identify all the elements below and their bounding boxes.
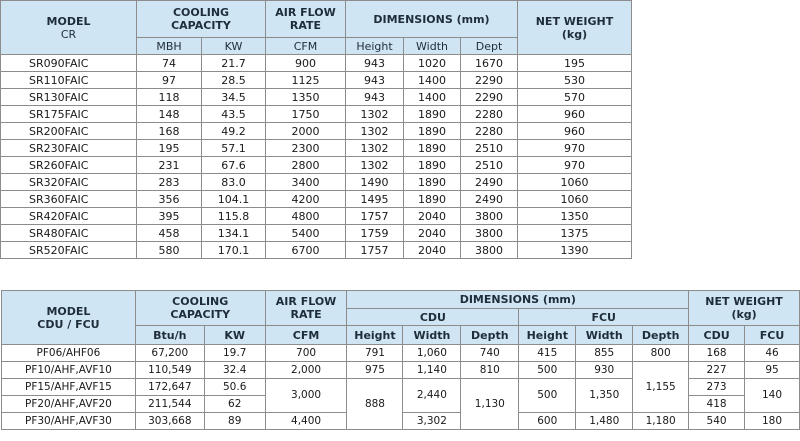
- table-cell: 1375: [518, 225, 632, 242]
- model-cell: SR420FAIC: [1, 208, 137, 225]
- table-cell: 1890: [404, 174, 461, 191]
- table-cell: 1490: [346, 174, 404, 191]
- table-cell: 74: [137, 55, 202, 72]
- table-cell: 740: [461, 345, 519, 362]
- table-cell: 2040: [404, 225, 461, 242]
- unit2-cdu-width: Width: [403, 326, 461, 345]
- table-row: [1, 55, 632, 72]
- table-cell: 231: [137, 157, 202, 174]
- table-row: [1, 242, 632, 259]
- table-cell: 975: [347, 362, 403, 379]
- header2-cdu: CDU: [347, 309, 519, 326]
- table-cell: 1,180: [633, 413, 689, 430]
- table-cell: PF06/AHF06: [2, 345, 136, 362]
- table-cell: PF10/AHF,AVF10: [2, 362, 136, 379]
- table-cell: 5400: [266, 225, 346, 242]
- table-cell: 195: [518, 55, 632, 72]
- model-cell: SR230FAIC: [1, 140, 137, 157]
- table-cell: 1495: [346, 191, 404, 208]
- model-cell: SR260FAIC: [1, 157, 137, 174]
- unit2-fcu-depth: Depth: [633, 326, 689, 345]
- table-cell: 356: [137, 191, 202, 208]
- table-cell: 2280: [461, 123, 518, 140]
- unit-width: Width: [404, 38, 461, 55]
- table-cell: 3800: [461, 225, 518, 242]
- table-cell: 1302: [346, 157, 404, 174]
- table-cell: 89: [204, 413, 265, 430]
- table-cell: 800: [633, 345, 689, 362]
- table-cell: 168: [137, 123, 202, 140]
- table-row: [1, 140, 632, 157]
- table-cell: 273: [689, 379, 745, 396]
- model-cell: SR090FAIC: [1, 55, 137, 72]
- table-cell: 168: [689, 345, 745, 362]
- unit2-cfm: CFM: [265, 326, 347, 345]
- table-cell: 1890: [404, 106, 461, 123]
- table-cell: 83.0: [202, 174, 266, 191]
- table-cell: 1759: [346, 225, 404, 242]
- table-cell: PF30/AHF,AVF30: [2, 413, 136, 430]
- specs-table-cdu-fcu: [1, 290, 800, 430]
- table-cell: 1400: [404, 89, 461, 106]
- model-cell: SR480FAIC: [1, 225, 137, 242]
- table-cell: 104.1: [202, 191, 266, 208]
- table-cell: 211,544: [135, 396, 204, 413]
- unit2-weight-cdu: CDU: [689, 326, 745, 345]
- table-cell: 118: [137, 89, 202, 106]
- table-cell: 32.4: [204, 362, 265, 379]
- table-cell: 1350: [266, 89, 346, 106]
- model-cell: SR320FAIC: [1, 174, 137, 191]
- table-cell: 2040: [404, 242, 461, 259]
- table-cell: 2800: [266, 157, 346, 174]
- unit-height: Height: [346, 38, 404, 55]
- table-cell: 134.1: [202, 225, 266, 242]
- unit2-fcu-width: Width: [576, 326, 633, 345]
- table-cell: 1060: [518, 174, 632, 191]
- table-cell: 960: [518, 106, 632, 123]
- table-cell: 943: [346, 89, 404, 106]
- table-cell: 19.7: [204, 345, 265, 362]
- table-row: [1, 89, 632, 106]
- table-cell: 2290: [461, 72, 518, 89]
- table-row: [1, 174, 632, 191]
- table-cell: 943: [346, 55, 404, 72]
- table-row: [1, 191, 632, 208]
- table-cell: 1890: [404, 157, 461, 174]
- table-row: [1, 225, 632, 242]
- unit2-fcu-height: Height: [519, 326, 576, 345]
- table-cell: 1757: [346, 242, 404, 259]
- header-net-weight: NET WEIGHT (kg): [518, 1, 632, 55]
- unit2-kw: KW: [204, 326, 265, 345]
- table-cell: PF15/AHF,AVF15: [2, 379, 136, 396]
- table-cell-merged: 140: [745, 379, 800, 413]
- table-cell: 170.1: [202, 242, 266, 259]
- table-cell: 1302: [346, 123, 404, 140]
- table-cell: 1,060: [403, 345, 461, 362]
- header2-model: MODEL CDU / FCU: [2, 291, 136, 345]
- table-cell: 97: [137, 72, 202, 89]
- table-cell: 855: [576, 345, 633, 362]
- unit-mbh: MBH: [137, 38, 202, 55]
- model-cell: SR175FAIC: [1, 106, 137, 123]
- table-cell: 1390: [518, 242, 632, 259]
- model-cell: SR200FAIC: [1, 123, 137, 140]
- table-cell: 46: [745, 345, 800, 362]
- table-cell: 28.5: [202, 72, 266, 89]
- table-cell: 172,647: [135, 379, 204, 396]
- unit-depth: Dept: [461, 38, 518, 55]
- table-cell: 283: [137, 174, 202, 191]
- table-cell: 303,668: [135, 413, 204, 430]
- table-cell: 570: [518, 89, 632, 106]
- table-row: [1, 157, 632, 174]
- table-row: [1, 72, 632, 89]
- header-model-sub: CR: [60, 27, 77, 41]
- table-cell: 1750: [266, 106, 346, 123]
- table-cell: 57.1: [202, 140, 266, 157]
- unit2-cdu-height: Height: [347, 326, 403, 345]
- table-cell: 67.6: [202, 157, 266, 174]
- table-cell: 500: [519, 362, 576, 379]
- specs-table-cdu-fcu-body: [2, 345, 800, 430]
- model-cell: SR110FAIC: [1, 72, 137, 89]
- table-cell: 943: [346, 72, 404, 89]
- table-cell: 115.8: [202, 208, 266, 225]
- table-cell: 49.2: [202, 123, 266, 140]
- table-cell: 540: [689, 413, 745, 430]
- table-cell: 1670: [461, 55, 518, 72]
- table-cell: 67,200: [135, 345, 204, 362]
- unit-cfm: CFM: [266, 38, 346, 55]
- table-cell: 960: [518, 123, 632, 140]
- unit-kw: KW: [202, 38, 266, 55]
- table-cell-merged: 2,440: [403, 379, 461, 413]
- table-cell: 2510: [461, 140, 518, 157]
- table-cell: 1890: [404, 191, 461, 208]
- table-cell: 1020: [404, 55, 461, 72]
- table-cell: 530: [518, 72, 632, 89]
- table-cell: 62: [204, 396, 265, 413]
- table-cell: 2040: [404, 208, 461, 225]
- table-cell: 1,140: [403, 362, 461, 379]
- model-cell: SR520FAIC: [1, 242, 137, 259]
- table-cell: 21.7: [202, 55, 266, 72]
- table-cell: 970: [518, 157, 632, 174]
- table-cell: 1350: [518, 208, 632, 225]
- header-model: [1, 1, 137, 55]
- header2-cooling-capacity: COOLING CAPACITY: [135, 291, 265, 326]
- table-cell: 2490: [461, 174, 518, 191]
- table-cell: 395: [137, 208, 202, 225]
- header-air-flow-rate: AIR FLOW RATE: [266, 1, 346, 38]
- table-cell: 1890: [404, 123, 461, 140]
- table-cell: 34.5: [202, 89, 266, 106]
- table-cell: 2490: [461, 191, 518, 208]
- table-cell: 95: [745, 362, 800, 379]
- header-dimensions: DIMENSIONS (mm): [346, 1, 518, 38]
- table-cell: 970: [518, 140, 632, 157]
- table-cell-merged: 888: [347, 379, 403, 430]
- table-cell: 1302: [346, 140, 404, 157]
- table-cell: 1890: [404, 140, 461, 157]
- table-cell: 1125: [266, 72, 346, 89]
- table-cell: PF20/AHF,AVF20: [2, 396, 136, 413]
- header-model-label: MODEL: [46, 14, 91, 28]
- table-row: [1, 208, 632, 225]
- table-cell: 791: [347, 345, 403, 362]
- table-cell: 600: [519, 413, 576, 430]
- table-cell: 180: [745, 413, 800, 430]
- table-cell-merged: 3,000: [265, 379, 347, 413]
- table-cell: 3800: [461, 208, 518, 225]
- table-cell: 1302: [346, 106, 404, 123]
- table-cell: 1060: [518, 191, 632, 208]
- table-cell: 3800: [461, 242, 518, 259]
- model-cell: SR360FAIC: [1, 191, 137, 208]
- specs-table-cr-body: [1, 55, 632, 259]
- table-row: [1, 106, 632, 123]
- table-cell: 2510: [461, 157, 518, 174]
- table-cell-merged: 1,350: [576, 379, 633, 413]
- table-cell: 4800: [266, 208, 346, 225]
- table-cell: 700: [265, 345, 347, 362]
- table-cell: 227: [689, 362, 745, 379]
- table-cell: 50.6: [204, 379, 265, 396]
- table-cell: 1400: [404, 72, 461, 89]
- table-cell-merged: 1,155: [633, 362, 689, 413]
- table-cell: 930: [576, 362, 633, 379]
- table-cell: 900: [266, 55, 346, 72]
- table-cell: 195: [137, 140, 202, 157]
- table-cell: 4200: [266, 191, 346, 208]
- table-cell-merged: 1,130: [461, 379, 519, 430]
- table-cell: 3,302: [403, 413, 461, 430]
- specs-table-cr: [0, 0, 632, 259]
- model-cell: SR130FAIC: [1, 89, 137, 106]
- table-cell: 415: [519, 345, 576, 362]
- unit2-cdu-depth: Depth: [461, 326, 519, 345]
- header2-air-flow-rate: AIR FLOW RATE: [265, 291, 347, 326]
- table-cell: 2290: [461, 89, 518, 106]
- table-cell: 810: [461, 362, 519, 379]
- table-cell: 2300: [266, 140, 346, 157]
- unit2-btuh: Btu/h: [135, 326, 204, 345]
- table-cell: 1757: [346, 208, 404, 225]
- header2-dimensions: DIMENSIONS (mm): [347, 291, 689, 309]
- table-cell: 2280: [461, 106, 518, 123]
- header-cooling-capacity: COOLING CAPACITY: [137, 1, 266, 38]
- table-cell: 4,400: [265, 413, 347, 430]
- table-cell: 3400: [266, 174, 346, 191]
- header2-net-weight: NET WEIGHT (kg): [689, 291, 800, 326]
- table-cell-merged: 500: [519, 379, 576, 413]
- table-cell: 2,000: [265, 362, 347, 379]
- table-cell: 148: [137, 106, 202, 123]
- table-cell: 580: [137, 242, 202, 259]
- table-cell: 458: [137, 225, 202, 242]
- table-row: [1, 123, 632, 140]
- unit2-weight-fcu: FCU: [745, 326, 800, 345]
- table-cell: 6700: [266, 242, 346, 259]
- header2-fcu: FCU: [519, 309, 689, 326]
- table-cell: 418: [689, 396, 745, 413]
- table-cell: 43.5: [202, 106, 266, 123]
- table-cell: 110,549: [135, 362, 204, 379]
- table-cell: 1,480: [576, 413, 633, 430]
- table-cell: 2000: [266, 123, 346, 140]
